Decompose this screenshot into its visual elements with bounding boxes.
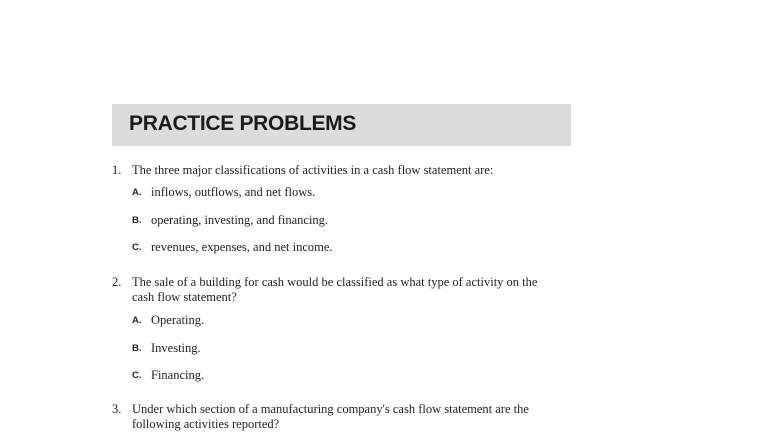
option-text: Operating. [151,313,205,327]
question-text [132,163,572,178]
section-banner [112,104,571,146]
option-letter: C. [132,370,142,381]
option-letter: A. [132,315,142,326]
option-letter: A. [132,187,142,198]
question-text [132,275,572,305]
question-text-line: The sale of a building for cash would be classified as what type of activity on the [132,275,538,289]
answer-option [132,341,201,356]
option-text: Investing. [151,341,201,355]
option-text: operating, investing, and financing. [151,213,329,227]
question-number: 3. [112,402,122,416]
question-text-line: Under which section of a manufacturing company's cash flow statement are the [132,402,529,416]
answer-option [132,368,204,383]
answer-option [132,185,315,200]
option-letter: C. [132,242,142,253]
section-title: PRACTICE PROBLEMS [129,112,357,135]
answer-option [132,240,333,255]
question-text [132,402,572,432]
question-text-line: cash flow statement? [132,290,237,304]
question-number: 1. [112,163,122,177]
answer-option [132,313,204,328]
answer-option [132,213,328,228]
option-letter: B. [132,215,142,226]
option-text: inflows, outflows, and net flows. [151,185,316,199]
option-letter: B. [132,343,142,354]
question-number: 2. [112,275,122,289]
option-text: Financing. [151,368,205,382]
question-text-line: following activities reported? [132,417,280,431]
option-text: revenues, expenses, and net income. [151,240,333,254]
question-text-line: The three major classifications of activities in a cash flow statement are: [132,163,494,177]
